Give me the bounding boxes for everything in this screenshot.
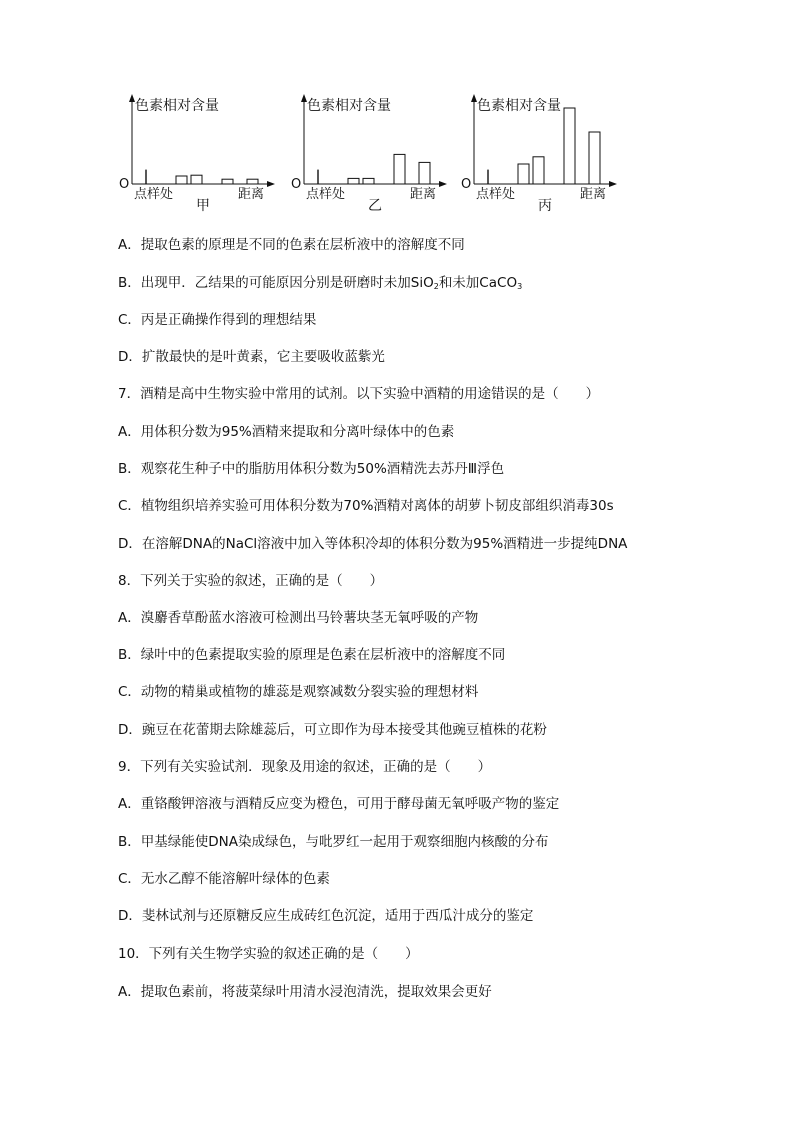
option-b-7: B．观察花生种子中的脂肪用体积分数为50%酒精洗去苏丹Ⅲ浮色 (118, 461, 505, 477)
option-b-9: B．甲基绿能使DNA染成绿色，与吡罗红一起用于观察细胞内核酸的分布 (118, 834, 549, 850)
chart-name-label: 甲 (196, 198, 210, 214)
option-c-9: C．无水乙醇不能溶解叶绿体的色素 (118, 871, 330, 887)
pigment-bar (589, 132, 600, 184)
option-b-6-sub1: 2 (433, 282, 439, 291)
option-a-10: A．提取色素前，将菠菜绿叶用清水浸泡清洗，提取效果会更好 (118, 984, 492, 1000)
origin-label: O (291, 177, 302, 192)
option-c-6: C．丙是正确操作得到的理想结果 (118, 312, 317, 328)
y-axis-label: 色素相对含量 (477, 98, 561, 114)
x-axis-arrow (439, 181, 447, 187)
x-label-left: 点样处 (134, 187, 174, 202)
option-a-8: A．溴麝香草酚蓝水溶液可检测出马铃薯块茎无氧呼吸的产物 (118, 610, 479, 626)
option-d-7: D．在溶解DNA的NaCl溶液中加入等体积冷却的体积分数为95%酒精进一步提纯DNA (118, 536, 628, 552)
pigment-bar (419, 162, 430, 184)
pigment-bar (564, 108, 575, 184)
x-label-left: 点样处 (476, 187, 516, 202)
pigment-bar (363, 178, 374, 184)
question-10: 10．下列有关生物学实验的叙述正确的是（ ） (118, 946, 419, 962)
option-c-8: C．动物的精巢或植物的雄蕊是观察减数分裂实验的理想材料 (118, 684, 479, 700)
option-a-7: A．用体积分数为95%酒精来提取和分离叶绿体中的色素 (118, 424, 455, 440)
pigment-bar (518, 164, 529, 184)
x-label-right: 距离 (410, 187, 437, 202)
y-axis-label: 色素相对含量 (307, 98, 391, 114)
option-b-6-mid: 和未加CaCO (438, 275, 518, 291)
option-d-6: D．扩散最快的是叶黄素，它主要吸收蓝紫光 (118, 349, 385, 365)
pigment-bar (394, 154, 405, 184)
x-label-right: 距离 (580, 187, 607, 202)
chart-name-label: 乙 (368, 198, 382, 214)
option-d-9: D．斐林试剂与还原糖反应生成砖红色沉淀，适用于西瓜汁成分的鉴定 (118, 908, 534, 924)
chart-jia (118, 92, 278, 221)
pigment-bar (348, 178, 359, 184)
pigment-bar (247, 179, 258, 184)
x-axis-arrow (267, 181, 275, 187)
chart-yi (290, 92, 450, 221)
origin-label: O (119, 177, 130, 192)
pigment-bar (222, 179, 233, 184)
chart-svg (118, 92, 278, 217)
pigment-bar (176, 176, 187, 184)
option-b-6-text: B．出现甲．乙结果的可能原因分别是研磨时未加SiO (118, 275, 434, 291)
x-label-right: 距离 (238, 187, 265, 202)
option-d-8: D．豌豆在花蕾期去除雄蕊后，可立即作为母本接受其他豌豆植株的花粉 (118, 722, 547, 738)
chart-svg (290, 92, 450, 217)
origin-label: O (461, 177, 472, 192)
option-c-7: C．植物组织培养实验可用体积分数为70%酒精对离体的胡萝卜韧皮部组织消毒30s (118, 498, 614, 514)
option-b-8: B．绿叶中的色素提取实验的原理是色素在层析液中的溶解度不同 (118, 647, 506, 663)
x-axis-arrow (609, 181, 617, 187)
option-b-6 (118, 274, 522, 296)
question-8: 8．下列关于实验的叙述，正确的是（ ） (118, 573, 384, 589)
question-9: 9．下列有关实验试剂．现象及用途的叙述，正确的是（ ） (118, 759, 492, 775)
chart-bing (460, 92, 620, 221)
option-a-6: A．提取色素的原理是不同的色素在层析液中的溶解度不同 (118, 237, 465, 253)
x-label-left: 点样处 (306, 187, 346, 202)
pigment-bar (191, 175, 202, 184)
option-b-6-sub2: 3 (517, 282, 523, 291)
chromatography-charts (118, 92, 638, 222)
pigment-bar (533, 157, 544, 184)
chart-svg (460, 92, 620, 217)
option-a-9: A．重铬酸钾溶液与酒精反应变为橙色，可用于酵母菌无氧呼吸产物的鉴定 (118, 796, 560, 812)
question-7: 7．酒精是高中生物实验中常用的试剂。以下实验中酒精的用途错误的是（ ） (118, 386, 600, 402)
y-axis-label: 色素相对含量 (135, 98, 219, 114)
chart-name-label: 丙 (538, 198, 552, 214)
